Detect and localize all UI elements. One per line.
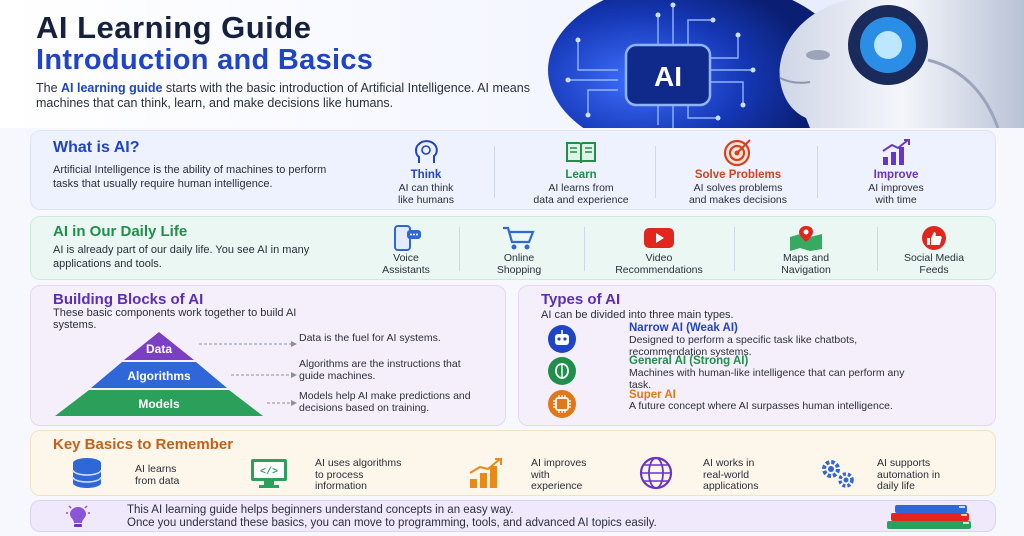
key-item-algorithms: AI uses algorithms to process information [315,457,402,492]
pyramid-desc-data: Data is the fuel for AI systems. [299,332,441,344]
pyramid-label-algorithms: Algorithms [127,369,191,383]
divider [584,227,585,271]
pyramid-label-data: Data [145,342,173,356]
growth-chart-icon [880,137,912,167]
books-stack-icon [883,503,975,531]
type-title-general: General AI (Strong AI) [629,355,749,367]
shopping-cart-icon [501,225,537,251]
ai-pyramid [39,330,299,420]
smartphone-icon [388,225,424,251]
feature-improve: Improve AI improves with time [831,137,961,206]
daily-life-heading: AI in Our Daily Life [53,223,188,240]
pyramid-label-models: Models [138,397,180,411]
daily-item-video: Video Recommendations [599,225,719,276]
key-item-experience: AI improves with experience [531,457,587,492]
daily-life-text: AI is already part of our daily life. You see AI in many applications and tools. [53,244,310,270]
robot-icon [547,324,577,354]
footer-line-2: Once you understand these basics, you can move to programming, tools, and advanced AI topics easily. [127,517,657,529]
code-monitor-icon [249,457,289,489]
what-is-ai-text: Artificial Intelligence is the ability of machines to perform tasks that usually require human intelligence. [53,164,327,190]
feature-think: Think AI can think like humans [361,137,491,206]
intro-text: The AI learning guide starts with the basic introduction of Artificial Intelligence. AI means machines that can think, learn, and make decisions like humans. [36,81,530,110]
building-blocks-heading: Building Blocks of AI [53,291,204,308]
svg-text:</>: </> [259,467,279,478]
types-of-ai-heading: Types of AI [541,291,621,308]
types-of-ai-text: AI can be divided into three main types. [541,309,734,321]
divider [877,227,878,271]
video-play-icon [641,225,677,251]
divider [459,227,460,271]
brain-head-icon [411,137,441,167]
footer-banner [30,500,996,532]
types-of-ai-card [518,285,996,426]
key-basics-card [30,430,996,496]
chip-icon [547,389,577,419]
building-blocks-card [30,285,506,426]
feature-learn: Learn AI learns from data and experience [511,137,651,206]
divider [655,146,656,198]
page-title: AI Learning Guide [36,10,312,45]
footer-line-1: This AI learning guide helps beginners understand concepts in an easy way. [127,504,514,516]
divider [734,227,735,271]
pyramid-desc-algorithms: Algorithms are the instructions that guide machines. [299,358,461,382]
open-book-icon [564,137,598,167]
pyramid-desc-models: Models help AI make predictions and decisions based on training. [299,390,471,414]
gears-icon [817,456,857,490]
daily-item-maps: Maps and Navigation [751,225,861,276]
type-desc-general: Machines with human-like intelligence that can perform any task. [629,367,905,391]
daily-item-social: Social Media Feeds [879,225,989,276]
robot-head-illustration [548,0,1024,128]
daily-life-card [30,216,996,280]
thumbs-up-icon [916,225,952,251]
divider [494,146,495,198]
map-pin-icon [788,225,824,251]
feature-solve-problems: Solve Problems AI solves problems and makes decisions [663,137,813,206]
key-item-automation: AI supports automation in daily life [877,457,941,492]
type-title-super: Super AI [629,389,676,401]
type-desc-narrow: Designed to perform a specific task like chatbots, recommendation systems. [629,334,858,358]
divider [817,146,818,198]
database-icon [69,457,105,489]
daily-item-shopping: Online Shopping [464,225,574,276]
ai-badge-text: AI [654,61,682,92]
brain-icon [547,356,577,386]
key-item-real-world: AI works in real-world applications [703,457,759,492]
target-icon [723,137,753,167]
what-is-ai-heading: What is AI? [53,139,140,156]
key-item-data: AI learns from data [135,463,180,487]
key-basics-heading: Key Basics to Remember [53,436,234,453]
lightbulb-icon [65,504,91,530]
bar-growth-icon [467,457,505,489]
type-desc-super: A future concept where AI surpasses human intelligence. [629,400,893,412]
daily-item-voice: Voice Assistants [351,225,461,276]
page-subtitle: Introduction and Basics [36,44,374,76]
building-blocks-text: These basic components work together to build AI systems. [53,307,297,331]
type-title-narrow: Narrow AI (Weak AI) [629,322,738,334]
globe-icon [639,456,673,490]
hero-banner [0,0,1024,128]
what-is-ai-card [30,130,996,210]
